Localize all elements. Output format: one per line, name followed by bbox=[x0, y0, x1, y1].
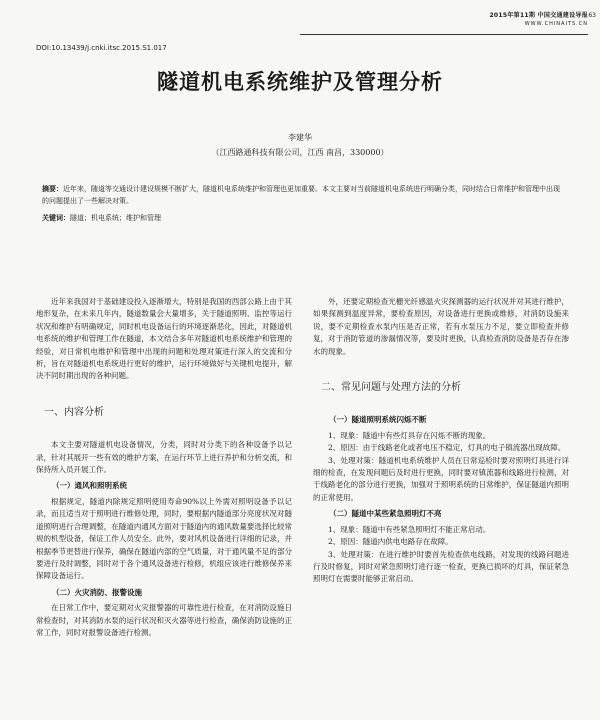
doi-line: DOI:10.13439/j.cnki.itsc.2015.S1.017 bbox=[36, 44, 167, 52]
keywords-label: 关键词： bbox=[42, 214, 70, 222]
list-item: 3、处理对策：在进行维护时要首先检查供电线路，对发现的线路问题进行及时修复，同时对紧急照明灯进行逐一检查，更换已损坏的灯具，保证紧急照明灯在需要时能够正常启动。 bbox=[313, 549, 569, 584]
right-column bbox=[313, 296, 569, 586]
article-title: 隧道机电系统维护及管理分析 bbox=[157, 70, 443, 94]
list-item: 2、原因：隧道内供电电路存在故障。 bbox=[328, 537, 453, 547]
abstract bbox=[42, 183, 562, 207]
intro-paragraph: 近年来我国对于基础建设投入逐渐增大，特别是我国的西部公路上由于其地形复杂，在未来几年内，隧道数量会大量增多，关于隧道照明、监控等运行状况和维护有明确规定，同时机电设备运行的环境逐渐恶化，因此，对隧道机电系统的维护和管理工作在隧道，本文结合多年对隧道机电系统维护和管理的经验，对日常机电维护和管理中出现的问题和处理对策进行深入的交流和分析，旨在对隧道机电系统进行更好的维护，运行环境做好与关键机电提升，解决不同时期出现的各种问题。 bbox=[36, 297, 292, 381]
author-name: 李建华 bbox=[288, 133, 312, 142]
list-item: 3、处理对策：隧道机电系统维护人员在日常巡检时要对照明灯具进行详细的检查，在发现问题后及时进行更换，同时要对镇流器和线路进行检测，对于线路老化的部分进行更换，加强对于照明系统的日常维护，保证隧道内照明的正常使用。 bbox=[313, 455, 569, 502]
section-heading: 二、常见问题与处理方法的分析 bbox=[321, 382, 461, 394]
list-item: 1、现象：隧道中有些紧急照明灯不能正常启动。 bbox=[328, 524, 491, 534]
abstract-label: 摘要： bbox=[42, 185, 63, 193]
body-paragraph: 根据规定，隧道内除规定照明使用寿命90%以上外需对照明设备予以记录，而且适当对于照明进行维修处理，同时，要根据内隧道部分亮度状况对隧道照明进行合理调整，在隧道内通风方面对于隧道内的通风数量要选择比较常规的机型设备，保证工作人员安全。此外，要对风机设备进行详细的记录，并根据季节更替进行保养，确保在隧道内部的空气质量，对于通风量不足的部分要进行及时调整，同时对于各个通风设备进行检修，机组应该进行维修保养来保障设备运行。 bbox=[36, 496, 292, 581]
abstract-text: 近年来，随道等交通设计建设规模不断扩大，隧道机电系统维护和管理也更加重要。本文主要对当前隧道机电系统进行明确分类，同时结合日常维护和管理中出现的问题提出了一些解决对策。 bbox=[42, 185, 560, 205]
page-number: 63 bbox=[588, 12, 596, 19]
body-paragraph: 在日常工作中，要定期对火灾报警器的可靠性进行检查，在对消防设施日常检查时，对其消防水泵的运行状况和灭火器等进行检查，确保消防设施的正常工作，同时对报警设备进行检测。 bbox=[36, 603, 292, 637]
left-column bbox=[36, 296, 292, 639]
magazine-website: WWW.CHINAITS.CN bbox=[524, 21, 588, 27]
list-item: 2、原因：由于线路老化或者电压不稳定，灯具的电子镇流器出现故障。 bbox=[328, 443, 566, 453]
magazine-name: 2015年第11期 中国交通建设导报 bbox=[489, 12, 588, 19]
subsection-heading: （二）隧道中某些紧急照明灯不亮 bbox=[329, 509, 442, 519]
header-rule bbox=[300, 34, 588, 35]
body-paragraph: 本文主要对隧道机电设备情况，分类，同时对分类下的各种设备予以记录，针对其展开一些有效的维护方案，在运行环节上进行养护和分析交流，和保持所入员开展工作。 bbox=[36, 440, 292, 475]
running-header bbox=[489, 10, 596, 27]
keywords-text: 隧道；机电系统；维护和管理 bbox=[70, 214, 161, 222]
keywords bbox=[42, 213, 562, 223]
subsection-heading: （二）火灾消防、报警设施 bbox=[52, 587, 142, 597]
list-item: 1、现象：隧道中有些灯具存在闪烁不断的现象。 bbox=[328, 430, 491, 440]
subsection-heading: （一）通风和照明系统 bbox=[52, 481, 127, 491]
subsection-heading: （一）隧道照明系统闪烁不断 bbox=[329, 415, 427, 425]
author-affiliation: （江西路通科技有限公司，江西 南昌，330000） bbox=[211, 148, 389, 157]
body-paragraph: 外，还要定期检查光栅光纤感温火灾探测器的运行状况并对其进行维护，如果探测到温度异常，要检查原因，对设备进行更换或维修，对消防设施来说，要不定期检查水泵内压是否正常，若有水泵压力不足，要立即检查并修复，对于消防管道的渗漏情况等，要及时更换，认真检查消防设备是否存在渗水的现象。 bbox=[313, 297, 569, 356]
section-heading: 一、内容分析 bbox=[44, 406, 104, 418]
